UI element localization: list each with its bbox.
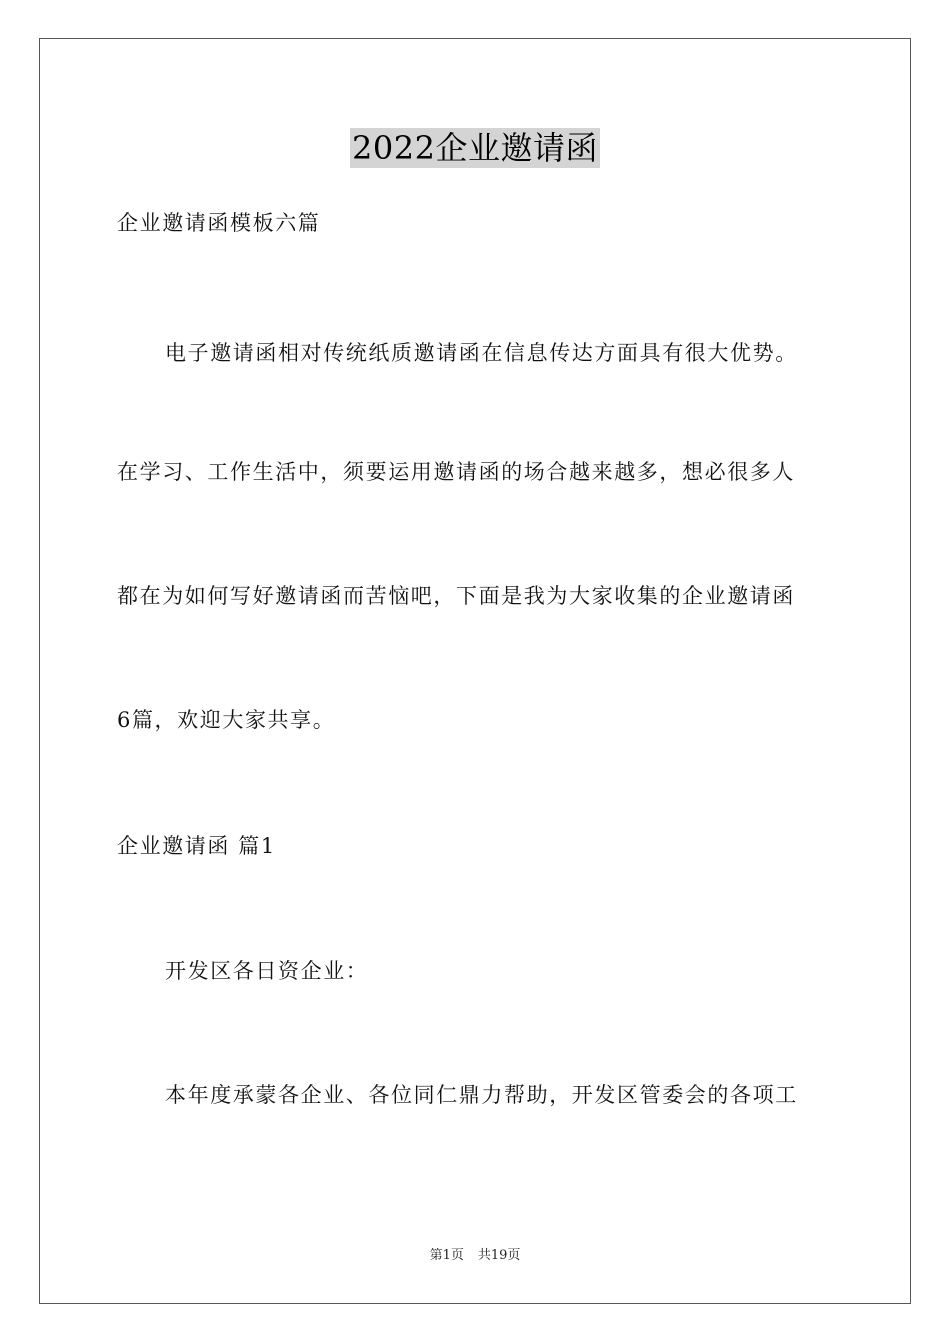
document-subtitle: 企业邀请函模板六篇 bbox=[117, 211, 321, 235]
document-title: 2022企业邀请函 bbox=[352, 129, 598, 167]
section-heading: 企业邀请函 篇1 bbox=[117, 834, 276, 858]
page-footer bbox=[0, 1248, 950, 1264]
paragraph-line-1: 电子邀请函相对传统纸质邀请函在信息传达方面具有很大优势。 bbox=[165, 341, 798, 365]
paragraph-line-3: 都在为如何写好邀请函而苦恼吧，下面是我为大家收集的企业邀请函 bbox=[117, 584, 795, 608]
title-container bbox=[0, 128, 950, 168]
page-number-current: 第1页 bbox=[429, 1248, 464, 1263]
body-line: 本年度承蒙各企业、各位同仁鼎力帮助，开发区管委会的各项工 bbox=[165, 1083, 798, 1107]
page-number-total: 共19页 bbox=[477, 1248, 521, 1263]
paragraph-line-2: 在学习、工作生活中，须要运用邀请函的场合越来越多，想必很多人 bbox=[117, 460, 795, 484]
paragraph-line-4: 6篇，欢迎大家共享。 bbox=[117, 708, 336, 732]
salutation: 开发区各日资企业： bbox=[165, 959, 369, 983]
